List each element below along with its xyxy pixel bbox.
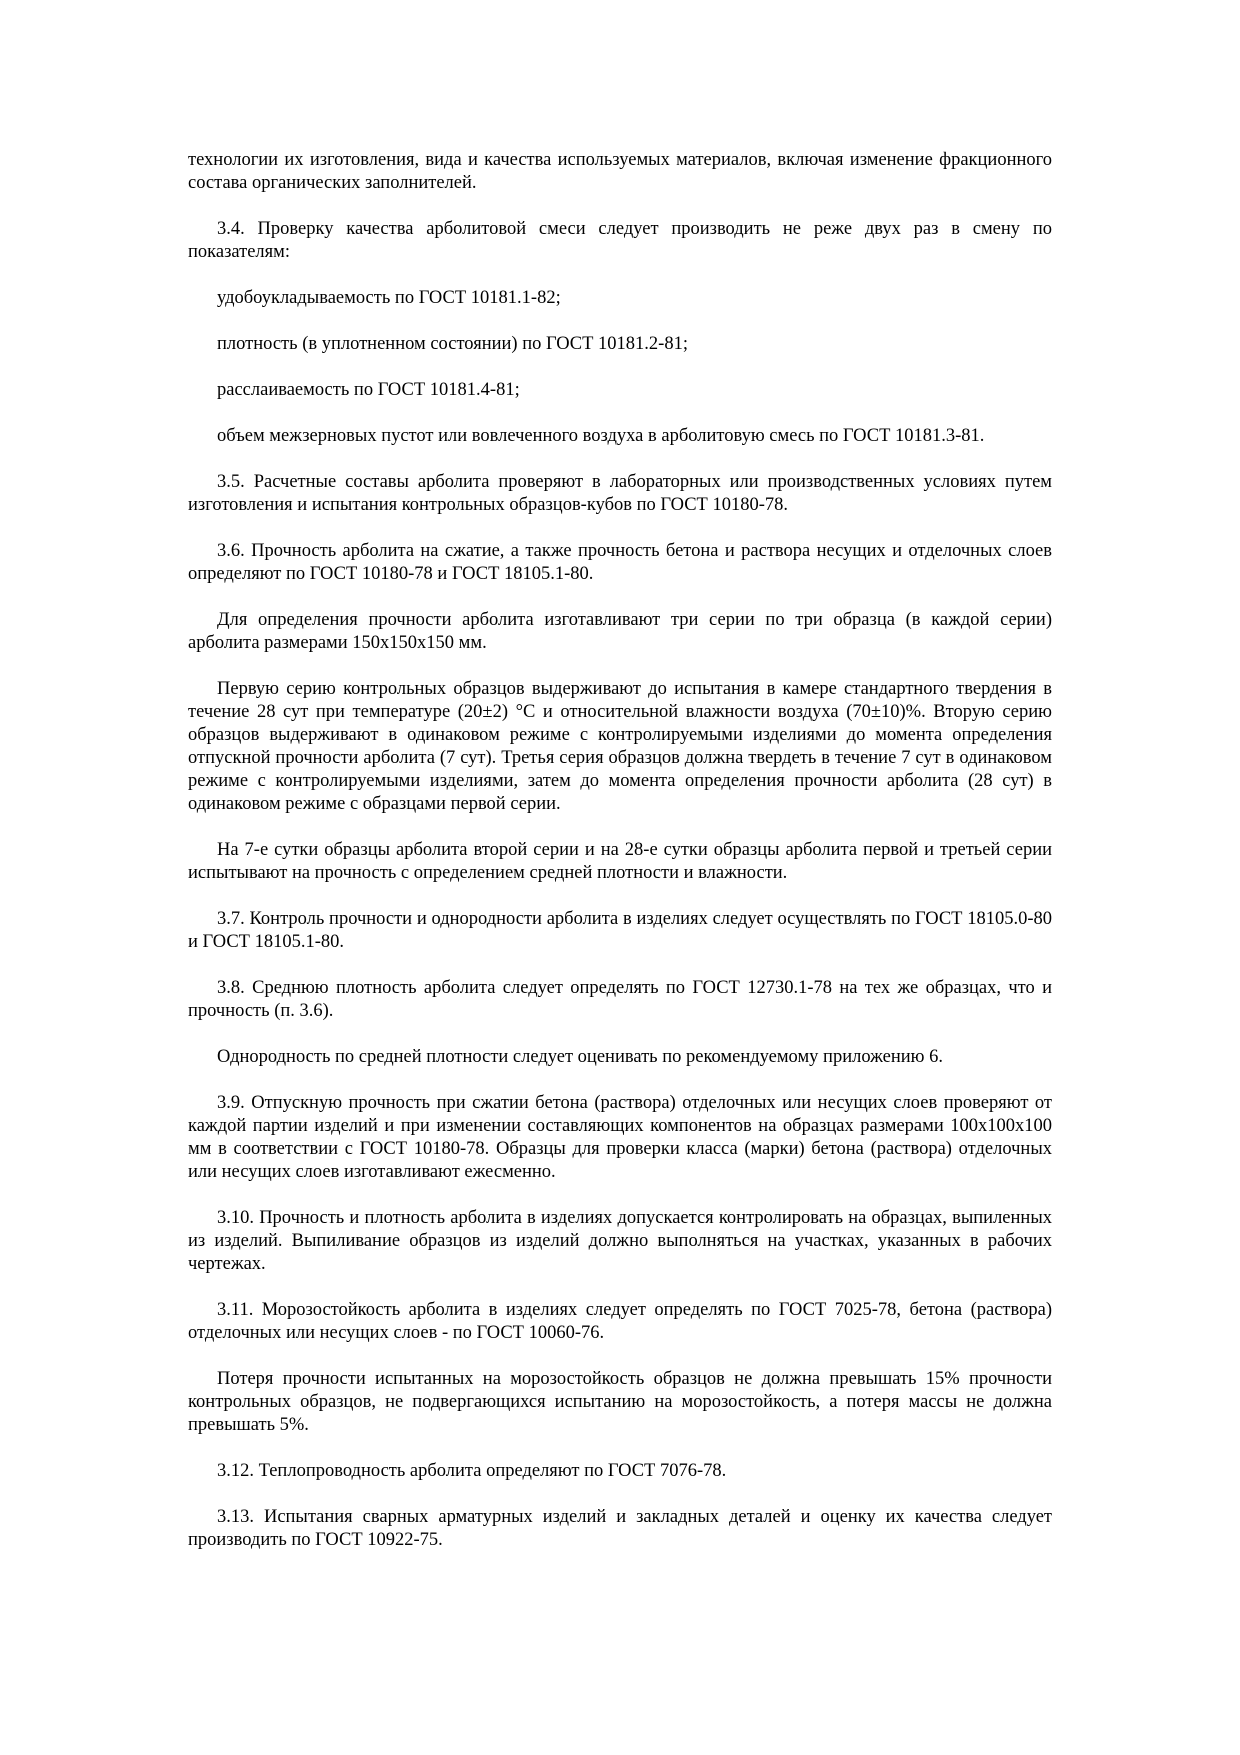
paragraph-3-5: 3.5. Расчетные составы арболита проверяют в лабораторных или производственных условиях путем изготовления и испытания контрольных образцов-кубов по ГОСТ 10180-78. (188, 472, 1052, 515)
paragraph-3-9: 3.9. Отпускную прочность при сжатии бетона (раствора) отделочных или несущих слоев проверяют от каждой партии изделий и при изменении составляющих компонентов на образцах размерами 100х100х100 мм в соответствии с ГОСТ 10180-78. Образцы для проверки класса (марки) бетона (раствора) отделочных или несущих слоев изготавливают ежесменно. (188, 1093, 1052, 1182)
paragraph-3-8: 3.8. Среднюю плотность арболита следует определять по ГОСТ 12730.1-78 на тех же образцах, что и прочность (п. 3.6). (188, 978, 1052, 1021)
paragraph-frost-loss: Потеря прочности испытанных на морозостойкость образцов не должна превышать 15% прочности контрольных образцов, не подвергающихся испытанию на морозостойкость, а потеря массы не должна превышать 5%. (188, 1369, 1052, 1435)
paragraph-continuation: технологии их изготовления, вида и качества используемых материалов, включая изменение фракционного состава органических заполнителей. (188, 150, 1052, 193)
paragraph-3-13: 3.13. Испытания сварных арматурных изделий и закладных деталей и оценку их качества следует производить по ГОСТ 10922-75. (188, 1507, 1052, 1550)
paragraph-series: Первую серию контрольных образцов выдерживают до испытания в камере стандартного твердения в течение 28 сут при температуре (20±2) °С и относительной влажности воздуха (70±10)%. Вторую серию образцов выдерживают в одинаковом режиме с контролируемыми изделиями до момента определения отпускной прочности арболита (7 сут). Третья серия образцов должна твердеть в течение 7 сут в одинаковом режиме с контролируемыми изделиями, затем до момента определения прочности арболита (28 сут) в одинаковом режиме с образцами первой серии. (188, 679, 1052, 814)
list-item-workability: удобоукладываемость по ГОСТ 10181.1-82; (217, 288, 561, 308)
paragraph-homogeneity: Однородность по средней плотности следует оценивать по рекомендуемому приложению 6. (217, 1047, 943, 1067)
list-item-voids: объем межзерновых пустот или вовлеченного воздуха в арболитовую смесь по ГОСТ 10181.3-81. (217, 426, 985, 446)
document-page (188, 149, 1052, 1575)
paragraph-samples: Для определения прочности арболита изготавливают три серии по три образца (в каждой серии) арболита размерами 150х150х150 мм. (188, 610, 1052, 653)
list-item-segregation: расслаиваемость по ГОСТ 10181.4-81; (217, 380, 520, 400)
paragraph-3-12: 3.12. Теплопроводность арболита определяют по ГОСТ 7076-78. (217, 1461, 727, 1481)
paragraph-3-11: 3.11. Морозостойкость арболита в изделиях следует определять по ГОСТ 7025-78, бетона (раствора) отделочных или несущих слоев - по ГОСТ 10060-76. (188, 1300, 1052, 1343)
list-item-density: плотность (в уплотненном состоянии) по ГОСТ 10181.2-81; (217, 334, 688, 354)
paragraph-3-10: 3.10. Прочность и плотность арболита в изделиях допускается контролировать на образцах, выпиленных из изделий. Выпиливание образцов из изделий должно выполняться на участках, указанных в рабочих чертежах. (188, 1208, 1052, 1274)
paragraph-3-7: 3.7. Контроль прочности и однородности арболита в изделиях следует осуществлять по ГОСТ 18105.0-80 и ГОСТ 18105.1-80. (188, 909, 1052, 952)
paragraph-testing-days: На 7-е сутки образцы арболита второй серии и на 28-е сутки образцы арболита первой и третьей серии испытывают на прочность с определением средней плотности и влажности. (188, 840, 1052, 883)
paragraph-3-6: 3.6. Прочность арболита на сжатие, а также прочность бетона и раствора несущих и отделочных слоев определяют по ГОСТ 10180-78 и ГОСТ 18105.1-80. (188, 541, 1052, 584)
paragraph-3-4: 3.4. Проверку качества арболитовой смеси следует производить не реже двух раз в смену по показателям: (188, 219, 1052, 262)
